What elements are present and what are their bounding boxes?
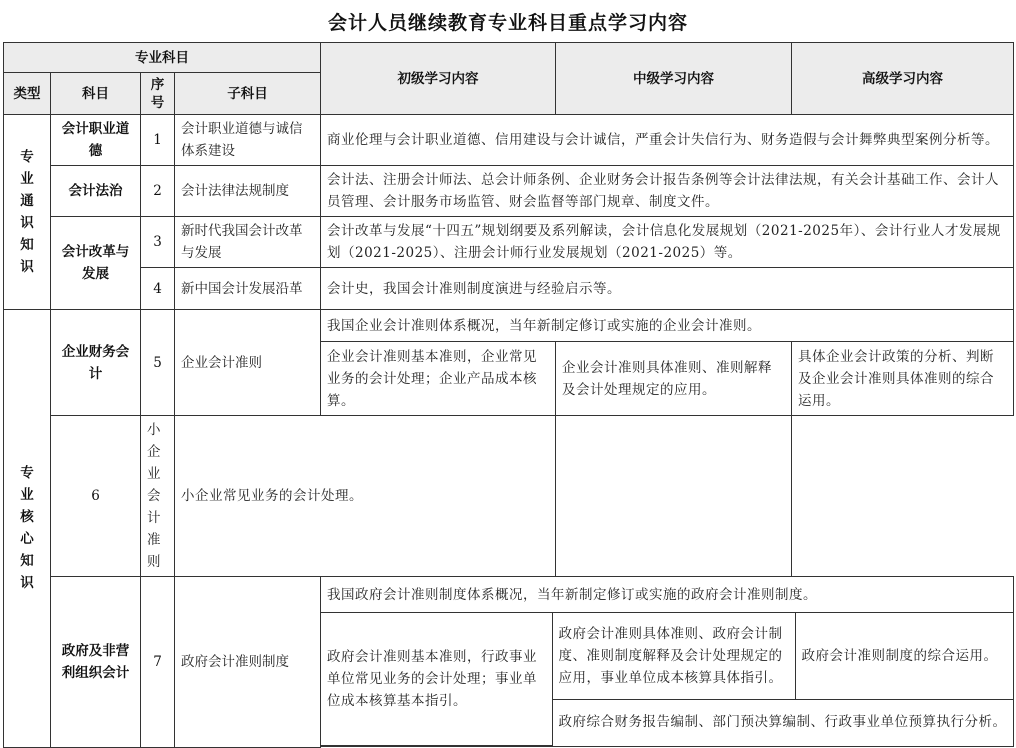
- header-junior: 初级学习内容: [321, 43, 556, 115]
- subject-government: 政府及非营利组织会计: [51, 577, 141, 748]
- table-row: [4, 217, 1014, 268]
- table-row: [4, 115, 1014, 166]
- header-row-1: [4, 43, 1014, 73]
- seq-cell: 6: [51, 416, 141, 577]
- header-intermediate: 中级学习内容: [556, 43, 792, 115]
- page-title: 会计人员继续教育专业科目重点学习内容: [327, 12, 688, 34]
- table-row: [4, 416, 1014, 577]
- table-row: [4, 166, 1014, 217]
- junior-content-cell: 企业会计准则基本准则，企业常见业务的会计处理；企业产品成本核算。: [321, 342, 556, 416]
- header-subject: 科目: [51, 73, 141, 115]
- senior-content-cell: 具体企业会计政策的分析、判断及企业会计准则具体准则的综合运用。: [792, 342, 1014, 416]
- seq-cell: 3: [141, 217, 175, 268]
- junior-content-cell: 政府会计准则基本准则，行政事业单位常见业务的会计处理；事业单位成本核算基本指引。: [321, 613, 552, 745]
- subsubject-cell: 政府会计准则制度: [175, 577, 321, 748]
- intermediate-content-cell: 企业会计准则具体准则、准则解释及会计处理规定的应用。: [556, 342, 792, 416]
- content-cell: 商业伦理与会计职业道德、信用建设与会计诚信，严重会计失信行为、财务造假与会计舞弊典型案例分析等。: [321, 115, 1014, 166]
- common-content-cell: 我国政府会计准则制度体系概况，当年新制定修订或实施的政府会计准则制度。: [321, 577, 1014, 613]
- subject-law: 会计法治: [51, 166, 141, 217]
- seq-cell: 7: [141, 577, 175, 748]
- intermediate-content-cell: 政府会计准则具体准则、政府会计制度、准则制度解释及会计处理规定的应用，事业单位成本核算具体指引。: [552, 613, 795, 699]
- table-row: [4, 310, 1014, 342]
- seq-cell: 1: [141, 115, 175, 166]
- header-group: 专业科目: [4, 43, 321, 73]
- subject-reform: 会计改革与发展: [51, 217, 141, 310]
- inner-content-table: [321, 613, 1014, 746]
- table-row: [4, 268, 1014, 310]
- header-subsubject: 子科目: [175, 73, 321, 115]
- content-cell: 会计改革与发展“十四五”规划纲要及系列解读，会计信息化发展规划（2021-2025年）、会计行业人才发展规划（2021-2025）、注册会计师行业发展规划（2021-2025）等。: [321, 217, 1014, 268]
- study-content-table: [3, 42, 1014, 748]
- content-cell: 小企业常见业务的会计处理。: [175, 416, 556, 577]
- common-content-cell: 我国企业会计准则体系概况，当年新制定修订或实施的企业会计准则。: [321, 310, 1014, 342]
- header-senior: 高级学习内容: [792, 43, 1014, 115]
- seq-cell: 2: [141, 166, 175, 217]
- subsubject-cell: 新时代我国会计改革与发展: [175, 217, 321, 268]
- empty-cell: [556, 416, 792, 577]
- header-type: 类型: [4, 73, 51, 115]
- subsubject-cell: 企业会计准则: [175, 310, 321, 416]
- senior-content-cell: 政府会计准则制度的综合运用。: [795, 613, 1014, 699]
- subsubject-cell: 会计职业道德与诚信体系建设: [175, 115, 321, 166]
- subject-enterprise: 企业财务会计: [51, 310, 141, 416]
- content-cell: 会计史，我国会计准则制度演进与经验启示等。: [321, 268, 1014, 310]
- subsubject-cell: 会计法律法规制度: [175, 166, 321, 217]
- upper-common-content-cell: 政府综合财务报告编制、部门预决算编制、行政事业单位预算执行分析。: [552, 699, 1014, 745]
- table-row: [4, 577, 1014, 613]
- subsubject-cell: 小企业会计准则: [141, 416, 175, 577]
- content-cell: 会计法、注册会计师法、总会计师条例、企业财务会计报告条例等会计法律法规，有关会计基础工作、会计人员管理、会计服务市场监管、财会监督等部门规章、制度文件。: [321, 166, 1014, 217]
- split-content-cell: [321, 613, 1014, 747]
- seq-cell: 4: [141, 268, 175, 310]
- subject-ethics: 会计职业道德: [51, 115, 141, 166]
- category-general: 专业通识知识: [4, 115, 51, 310]
- category-core: 专业核心知识: [4, 310, 51, 748]
- subsubject-cell: 新中国会计发展沿革: [175, 268, 321, 310]
- seq-cell: 5: [141, 310, 175, 416]
- header-seq: 序号: [141, 73, 175, 115]
